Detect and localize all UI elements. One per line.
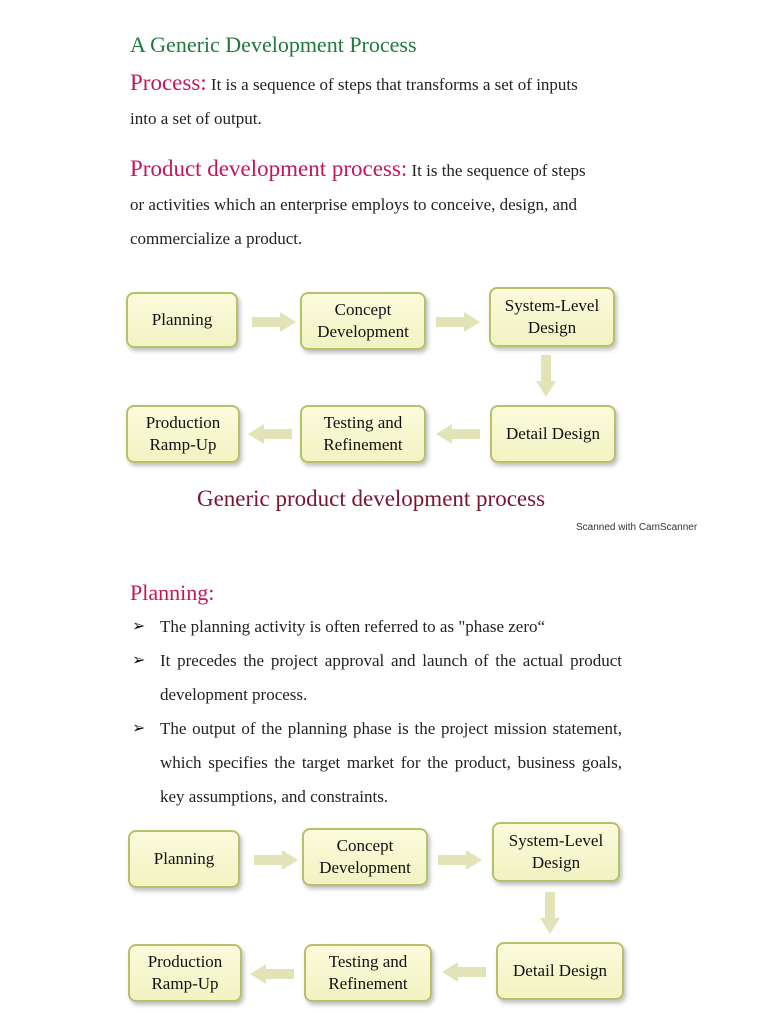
- pdp-text: It is the sequence of steps or activities which an enterprise employs to conceive, design, and commercialize a product.: [130, 161, 586, 248]
- arrow-left-icon: [442, 962, 486, 982]
- flow-box-production: Production Ramp-Up: [128, 944, 242, 1002]
- diagram-caption: Generic product development process: [196, 486, 546, 511]
- flow-box-concept: Concept Development: [300, 292, 426, 350]
- arrow-right-icon: [254, 850, 298, 870]
- list-item: ➢ It precedes the project approval and launch of the actual product development process.: [130, 644, 622, 712]
- page-title: A Generic Development Process: [130, 32, 417, 57]
- arrow-down-icon: [536, 355, 556, 397]
- planning-bullets: [130, 610, 622, 814]
- arrow-right-icon: [252, 312, 296, 332]
- flow-box-concept: Concept Development: [302, 828, 428, 886]
- arrow-left-icon: [250, 964, 294, 984]
- list-item: ➢ The output of the planning phase is the project mission statement, which specifies the target market for the product, business goals, key assumptions, and constraints.: [130, 712, 622, 814]
- arrow-left-icon: [436, 424, 480, 444]
- flow-box-system: System-Level Design: [492, 822, 620, 882]
- arrowhead-bullet-icon: ➢: [132, 720, 146, 737]
- flow-box-planning: Planning: [126, 292, 238, 348]
- arrow-right-icon: [436, 312, 480, 332]
- arrow-right-icon: [438, 850, 482, 870]
- process-term: Process:: [130, 70, 207, 95]
- list-item: ➢ The planning activity is often referred to as "phase zero“: [130, 610, 622, 644]
- arrowhead-bullet-icon: ➢: [132, 618, 146, 635]
- camscanner-watermark: Scanned with CamScanner: [576, 522, 698, 533]
- flow-box-detail: Detail Design: [496, 942, 624, 1000]
- flow-box-production: Production Ramp-Up: [126, 405, 240, 463]
- planning-heading: Planning:: [130, 580, 215, 605]
- flow-box-detail: Detail Design: [490, 405, 616, 463]
- pdp-term: Product development process:: [130, 156, 408, 181]
- process-text: It is a sequence of steps that transforms a set of inputs into a set of output.: [130, 75, 578, 128]
- flow-box-testing: Testing and Refinement: [304, 944, 432, 1002]
- flow-box-planning: Planning: [128, 830, 240, 888]
- process-definition: [130, 66, 590, 136]
- arrow-left-icon: [248, 424, 292, 444]
- flow-box-system: System-Level Design: [489, 287, 615, 347]
- flow-box-testing: Testing and Refinement: [300, 405, 426, 463]
- arrowhead-bullet-icon: ➢: [132, 652, 146, 669]
- arrow-down-icon: [540, 892, 560, 934]
- pdp-definition: [130, 152, 590, 256]
